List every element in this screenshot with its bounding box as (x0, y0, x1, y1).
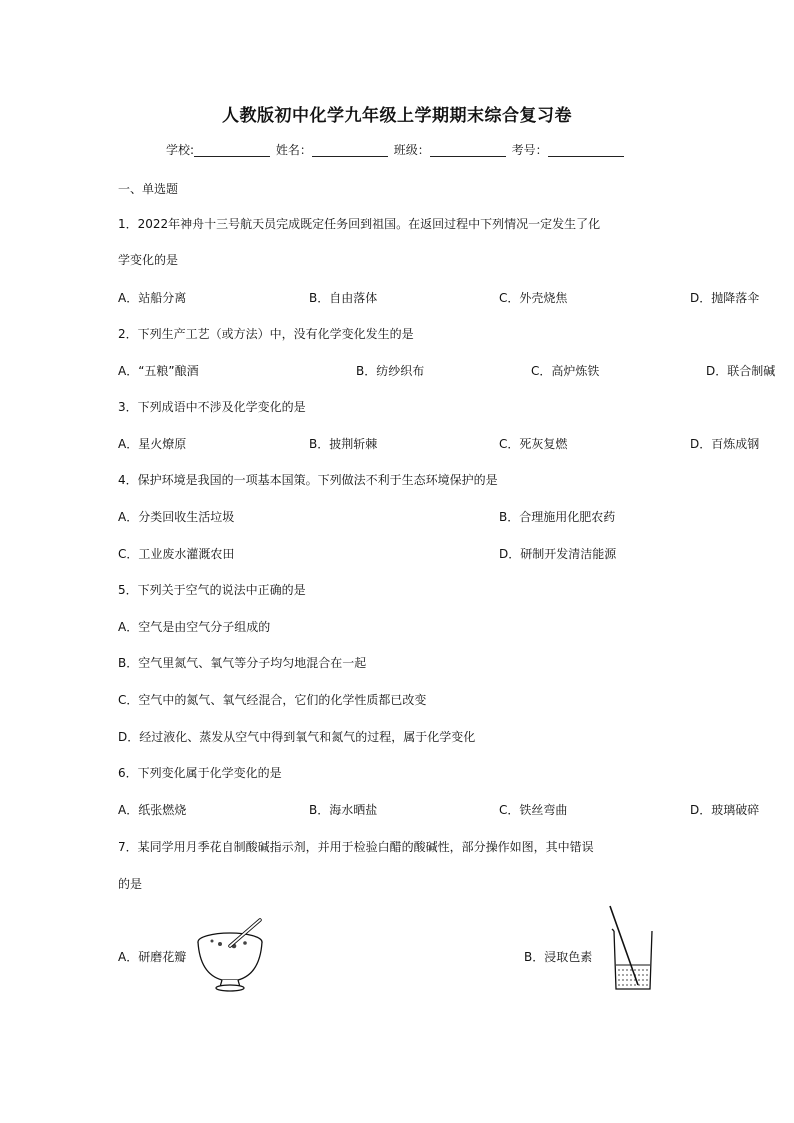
exam-no-blank[interactable] (548, 142, 624, 157)
option-d[interactable]: D．百炼成钢 (690, 437, 760, 451)
question-stem: 4．保护环境是我国的一项基本国策。下列做法不利于生态环境保护的是 (118, 473, 498, 487)
option-a[interactable]: A．空气是由空气分子组成的 (118, 620, 271, 634)
option-b[interactable]: B．海水晒盐 (309, 803, 378, 817)
beaker-illustration (602, 903, 662, 998)
question-stem: 的是 (118, 877, 143, 891)
option-d[interactable]: D．经过液化、蒸发从空气中得到氧气和氮气的过程，属于化学变化 (118, 730, 476, 744)
option-d[interactable]: D．联合制碱 (706, 364, 776, 378)
name-blank[interactable] (312, 142, 388, 157)
question-stem: 1．2022年神舟十三号航天员完成既定任务回到祖国。在返回过程中下列情况一定发生了化 (118, 217, 601, 231)
class-blank[interactable] (430, 142, 506, 157)
option-c[interactable]: C．空气中的氮气、氧气经混合，它们的化学性质都已改变 (118, 693, 427, 707)
option-d[interactable]: D．抛降落伞 (690, 291, 760, 305)
question-stem: 5．下列关于空气的说法中正确的是 (118, 583, 306, 597)
option-a[interactable]: A．分类回收生活垃圾 (118, 510, 235, 524)
class-label: 班级： (393, 143, 430, 157)
option-b[interactable]: B．合理施用化肥农药 (499, 510, 616, 524)
exam-no-label: 考号： (511, 143, 548, 157)
student-info-row (166, 141, 626, 158)
option-c[interactable]: C．外壳烧焦 (499, 291, 568, 305)
option-b[interactable]: B．浸取色素 (524, 950, 593, 964)
question-stem: 6．下列变化属于化学变化的是 (118, 766, 282, 780)
option-b[interactable]: B．披荆斩棘 (309, 437, 378, 451)
question-stem: 3．下列成语中不涉及化学变化的是 (118, 400, 306, 414)
option-d[interactable]: D．玻璃破碎 (690, 803, 760, 817)
option-b[interactable]: B．自由落体 (309, 291, 378, 305)
option-a[interactable]: A．研磨花瓣 (118, 950, 187, 964)
page-title: 人教版初中化学九年级上学期期末综合复习卷 (222, 106, 572, 126)
option-a[interactable]: A．星火燎原 (118, 437, 187, 451)
name-label: 姓名： (275, 143, 312, 157)
option-c[interactable]: C．死灰复燃 (499, 437, 568, 451)
option-a[interactable]: A．“五粮”酿酒 (118, 364, 199, 378)
option-a[interactable]: A．纸张燃烧 (118, 803, 187, 817)
question-stem: 7．某同学用月季花自制酸碱指示剂，并用于检验白醋的酸碱性，部分操作如图，其中错误 (118, 840, 594, 854)
mortar-pestle-illustration (190, 912, 275, 997)
question-stem: 2．下列生产工艺（或方法）中，没有化学变化发生的是 (118, 327, 414, 341)
school-blank[interactable] (194, 142, 270, 157)
option-c[interactable]: C．工业废水灌溉农田 (118, 547, 235, 561)
option-b[interactable]: B．纺纱织布 (356, 364, 425, 378)
option-d[interactable]: D．研制开发清洁能源 (499, 547, 617, 561)
option-a[interactable]: A．站船分离 (118, 291, 187, 305)
option-c[interactable]: C．铁丝弯曲 (499, 803, 568, 817)
option-b[interactable]: B．空气里氮气、氧气等分子均匀地混合在一起 (118, 656, 367, 670)
option-c[interactable]: C．高炉炼铁 (531, 364, 600, 378)
school-label: 学校: (166, 143, 195, 157)
question-stem: 学变化的是 (118, 253, 179, 267)
section-heading: 一、单选题 (118, 182, 179, 196)
